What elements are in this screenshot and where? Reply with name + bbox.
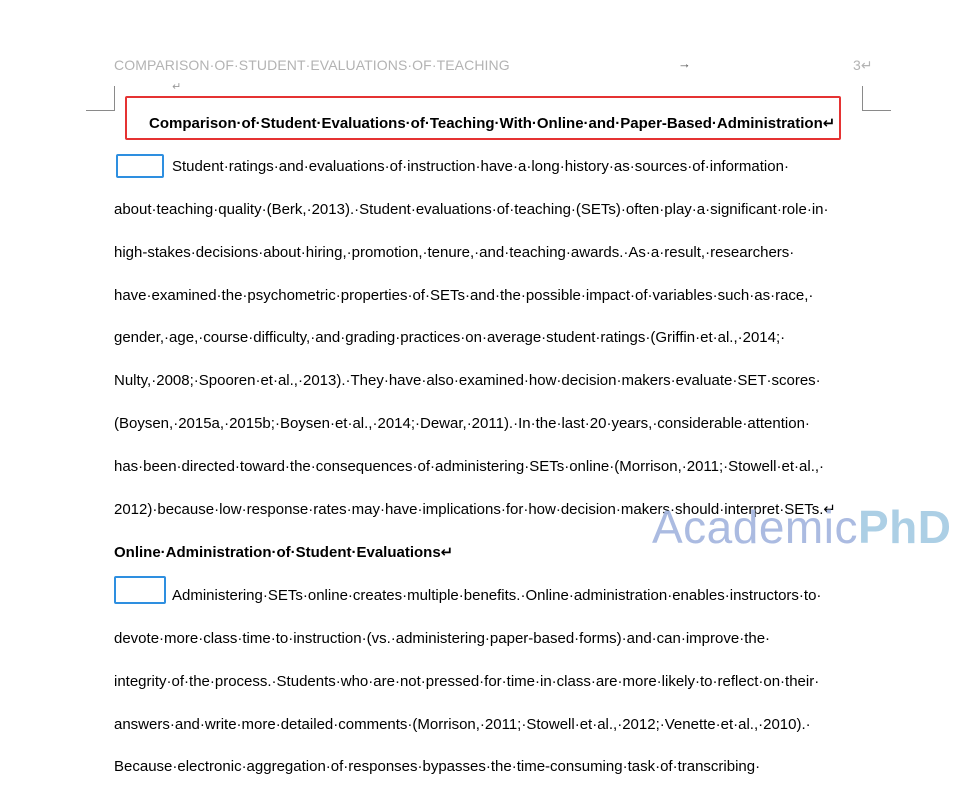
- tab-mark: →: [678, 56, 692, 71]
- paragraph-line[interactable]: answers·and·write·more·detailed·comments·(Morrison,·2011;·Stowell·et·al.,·2012;·Venette·et·al.,·2010).·: [114, 716, 811, 733]
- paragraph-line[interactable]: have·examined·the·psychometric·properties·of·SETs·and·the·possible·impact·of·variables·such·as·race,·: [114, 287, 814, 304]
- running-head: COMPARISON·OF·STUDENT·EVALUATIONS·OF·TEACHING: [114, 57, 510, 73]
- document-title[interactable]: Comparison·of·Student·Evaluations·of·Teaching·With·Online·and·Paper-Based·Administration↵: [149, 115, 836, 132]
- first-line-indent-highlight: [114, 576, 166, 604]
- crop-mark-right: [862, 86, 891, 111]
- first-line-indent-highlight: [116, 154, 164, 178]
- watermark-text-academic: Academic: [652, 501, 858, 553]
- page-number: 3↵: [853, 57, 873, 73]
- watermark-text-phd: PhD: [857, 501, 952, 553]
- paragraph-line[interactable]: (Boysen,·2015a,·2015b;·Boysen·et·al.,·2014;·Dewar,·2011).·In·the·last·20·years,·considerable·attention·: [114, 415, 810, 432]
- section-heading[interactable]: Online·Administration·of·Student·Evaluations↵: [114, 544, 454, 561]
- paragraph-line[interactable]: devote·more·class·time·to·instruction·(vs.·administering·paper-based·forms)·and·can·improve·the·: [114, 630, 771, 647]
- paragraph-line[interactable]: Nulty,·2008;·Spooren·et·al.,·2013).·They·have·also·examined·how·decision·makers·evaluate·SET·scores·: [114, 372, 821, 389]
- paragraph-line[interactable]: high-stakes·decisions·about·hiring,·promotion,·tenure,·and·teaching·awards.·As·a·result,·researchers·: [114, 244, 795, 261]
- paragraph-line[interactable]: Administering·SETs·online·creates·multiple·benefits.·Online·administration·enables·instructors·to·: [172, 587, 822, 604]
- page-header: [114, 57, 874, 77]
- header-paragraph-mark: ↵: [172, 81, 182, 93]
- paragraph-line[interactable]: Because·electronic·aggregation·of·responses·bypasses·the·time-consuming·task·of·transcribing·: [114, 758, 761, 775]
- paragraph-line[interactable]: about·teaching·quality·(Berk,·2013).·Student·evaluations·of·teaching·(SETs)·often·play·a·significant·role·in·: [114, 201, 829, 218]
- paragraph-line[interactable]: 2012)·because·low·response·rates·may·have·implications·for·how·decision·makers·should·interpret·SETs.↵: [114, 501, 836, 518]
- paragraph-line[interactable]: has·been·directed·toward·the·consequences·of·administering·SETs·online·(Morrison,·2011;·Stowell·et·al.,·: [114, 458, 825, 475]
- paragraph-line[interactable]: gender,·age,·course·difficulty,·and·grading·practices·on·average·student·ratings·(Griffin·et·al.,·2014;·: [114, 329, 786, 346]
- paragraph-line[interactable]: Student·ratings·and·evaluations·of·instruction·have·a·long·history·as·sources·of·information·: [172, 158, 789, 175]
- crop-mark-left: [86, 86, 115, 111]
- paragraph-line[interactable]: integrity·of·the·process.·Students·who·are·not·pressed·for·time·in·class·are·more·likely·to·reflect·on·their·: [114, 673, 820, 690]
- watermark-logo: [652, 500, 951, 554]
